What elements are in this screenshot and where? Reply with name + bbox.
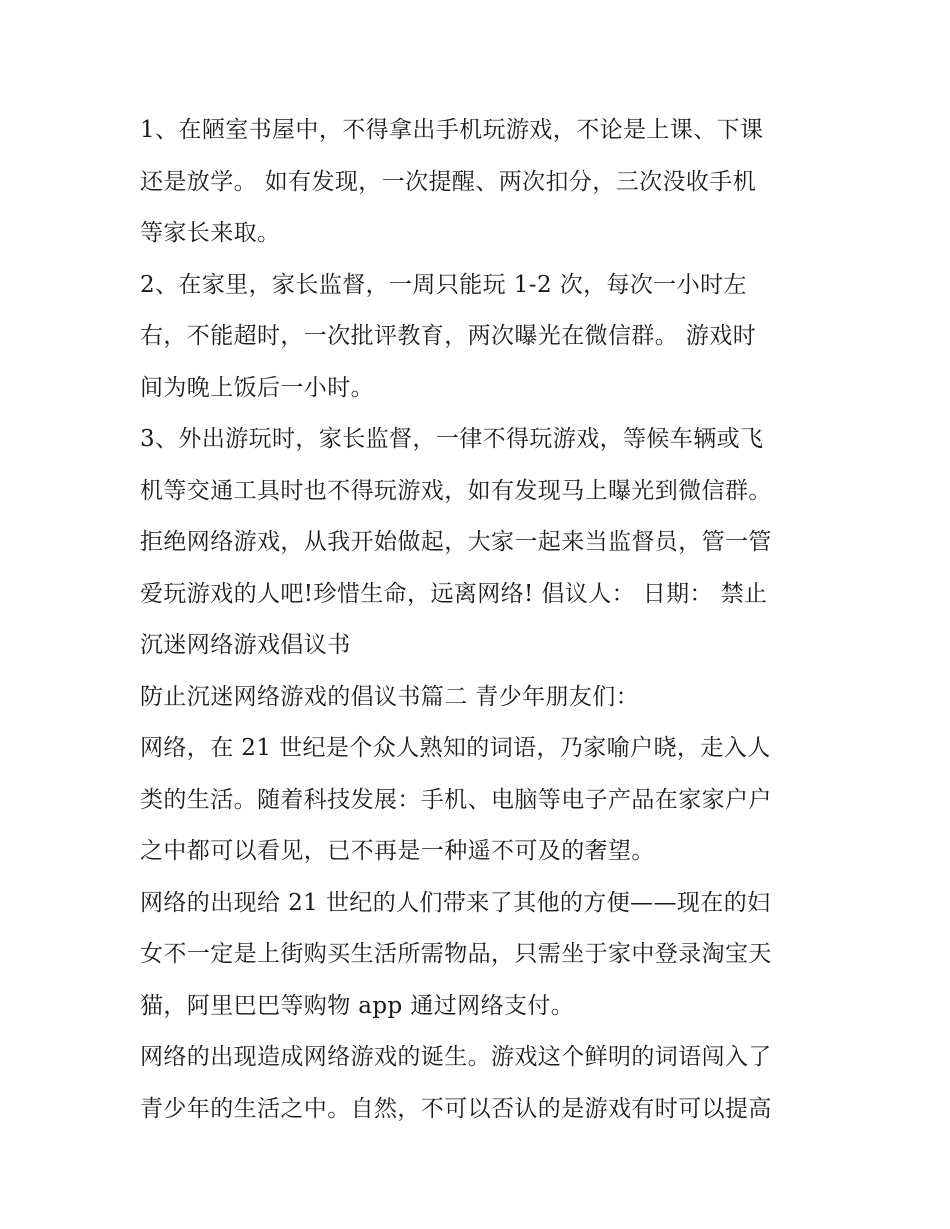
- document-body: [140, 105, 820, 1135]
- text-line: 右，不能超时，一次批评教育，两次曝光在微信群。 游戏时: [140, 323, 757, 349]
- text-line: 拒绝网络游戏，从我开始做起，大家一起来当监督员，管一管: [140, 529, 772, 555]
- text-line: 还是放学。 如有发现，一次提醒、两次扣分，三次没收手机: [140, 168, 757, 195]
- text-line: 之中都可以看见，已不再是一种遥不可及的奢望。: [140, 838, 655, 864]
- text-line: 1、在陋室书屋中，不得拿出手机玩游戏，不论是上课、下课: [140, 117, 764, 143]
- text-line: 网络，在 21 世纪是个众人熟知的词语，乃家喻户晓，走入人: [140, 735, 771, 761]
- text-line: 3、外出游玩时，家长监督，一律不得玩游戏，等候车辆或飞: [140, 426, 764, 452]
- text-line: 2、在家里，家长监督，一周只能玩 1-2 次，每次一小时左: [140, 271, 747, 298]
- text-line: 机等交通工具时也不得玩游戏，如有发现马上曝光到微信群。: [140, 477, 772, 504]
- text-line: 猫，阿里巴巴等购物 app 通过网络支付。: [140, 992, 575, 1019]
- text-line: 等家长来取。: [140, 220, 281, 246]
- text-line: 女不一定是上街购买生活所需物品，只需坐于家中登录淘宝天: [140, 941, 772, 967]
- text-line: 网络的出现造成网络游戏的诞生。游戏这个鲜明的词语闯入了: [140, 1044, 772, 1070]
- text-line: 网络的出现给 21 世纪的人们带来了其他的方便——现在的妇: [140, 889, 771, 916]
- text-line: 沉迷网络游戏倡议书: [140, 632, 351, 658]
- text-line: 爱玩游戏的人吧!珍惜生命，远离网络! 倡议人： 日期： 禁止: [140, 580, 768, 607]
- text-line: 青少年的生活之中。自然，不可以否认的是游戏有时可以提高: [140, 1095, 772, 1122]
- text-line: 类的生活。随着科技发展：手机、电脑等电子产品在家家户户: [140, 786, 772, 813]
- text-line: 防止沉迷网络游戏的倡议书篇二 青少年朋友们：: [140, 683, 640, 710]
- text-line: 间为晚上饭后一小时。: [140, 374, 374, 401]
